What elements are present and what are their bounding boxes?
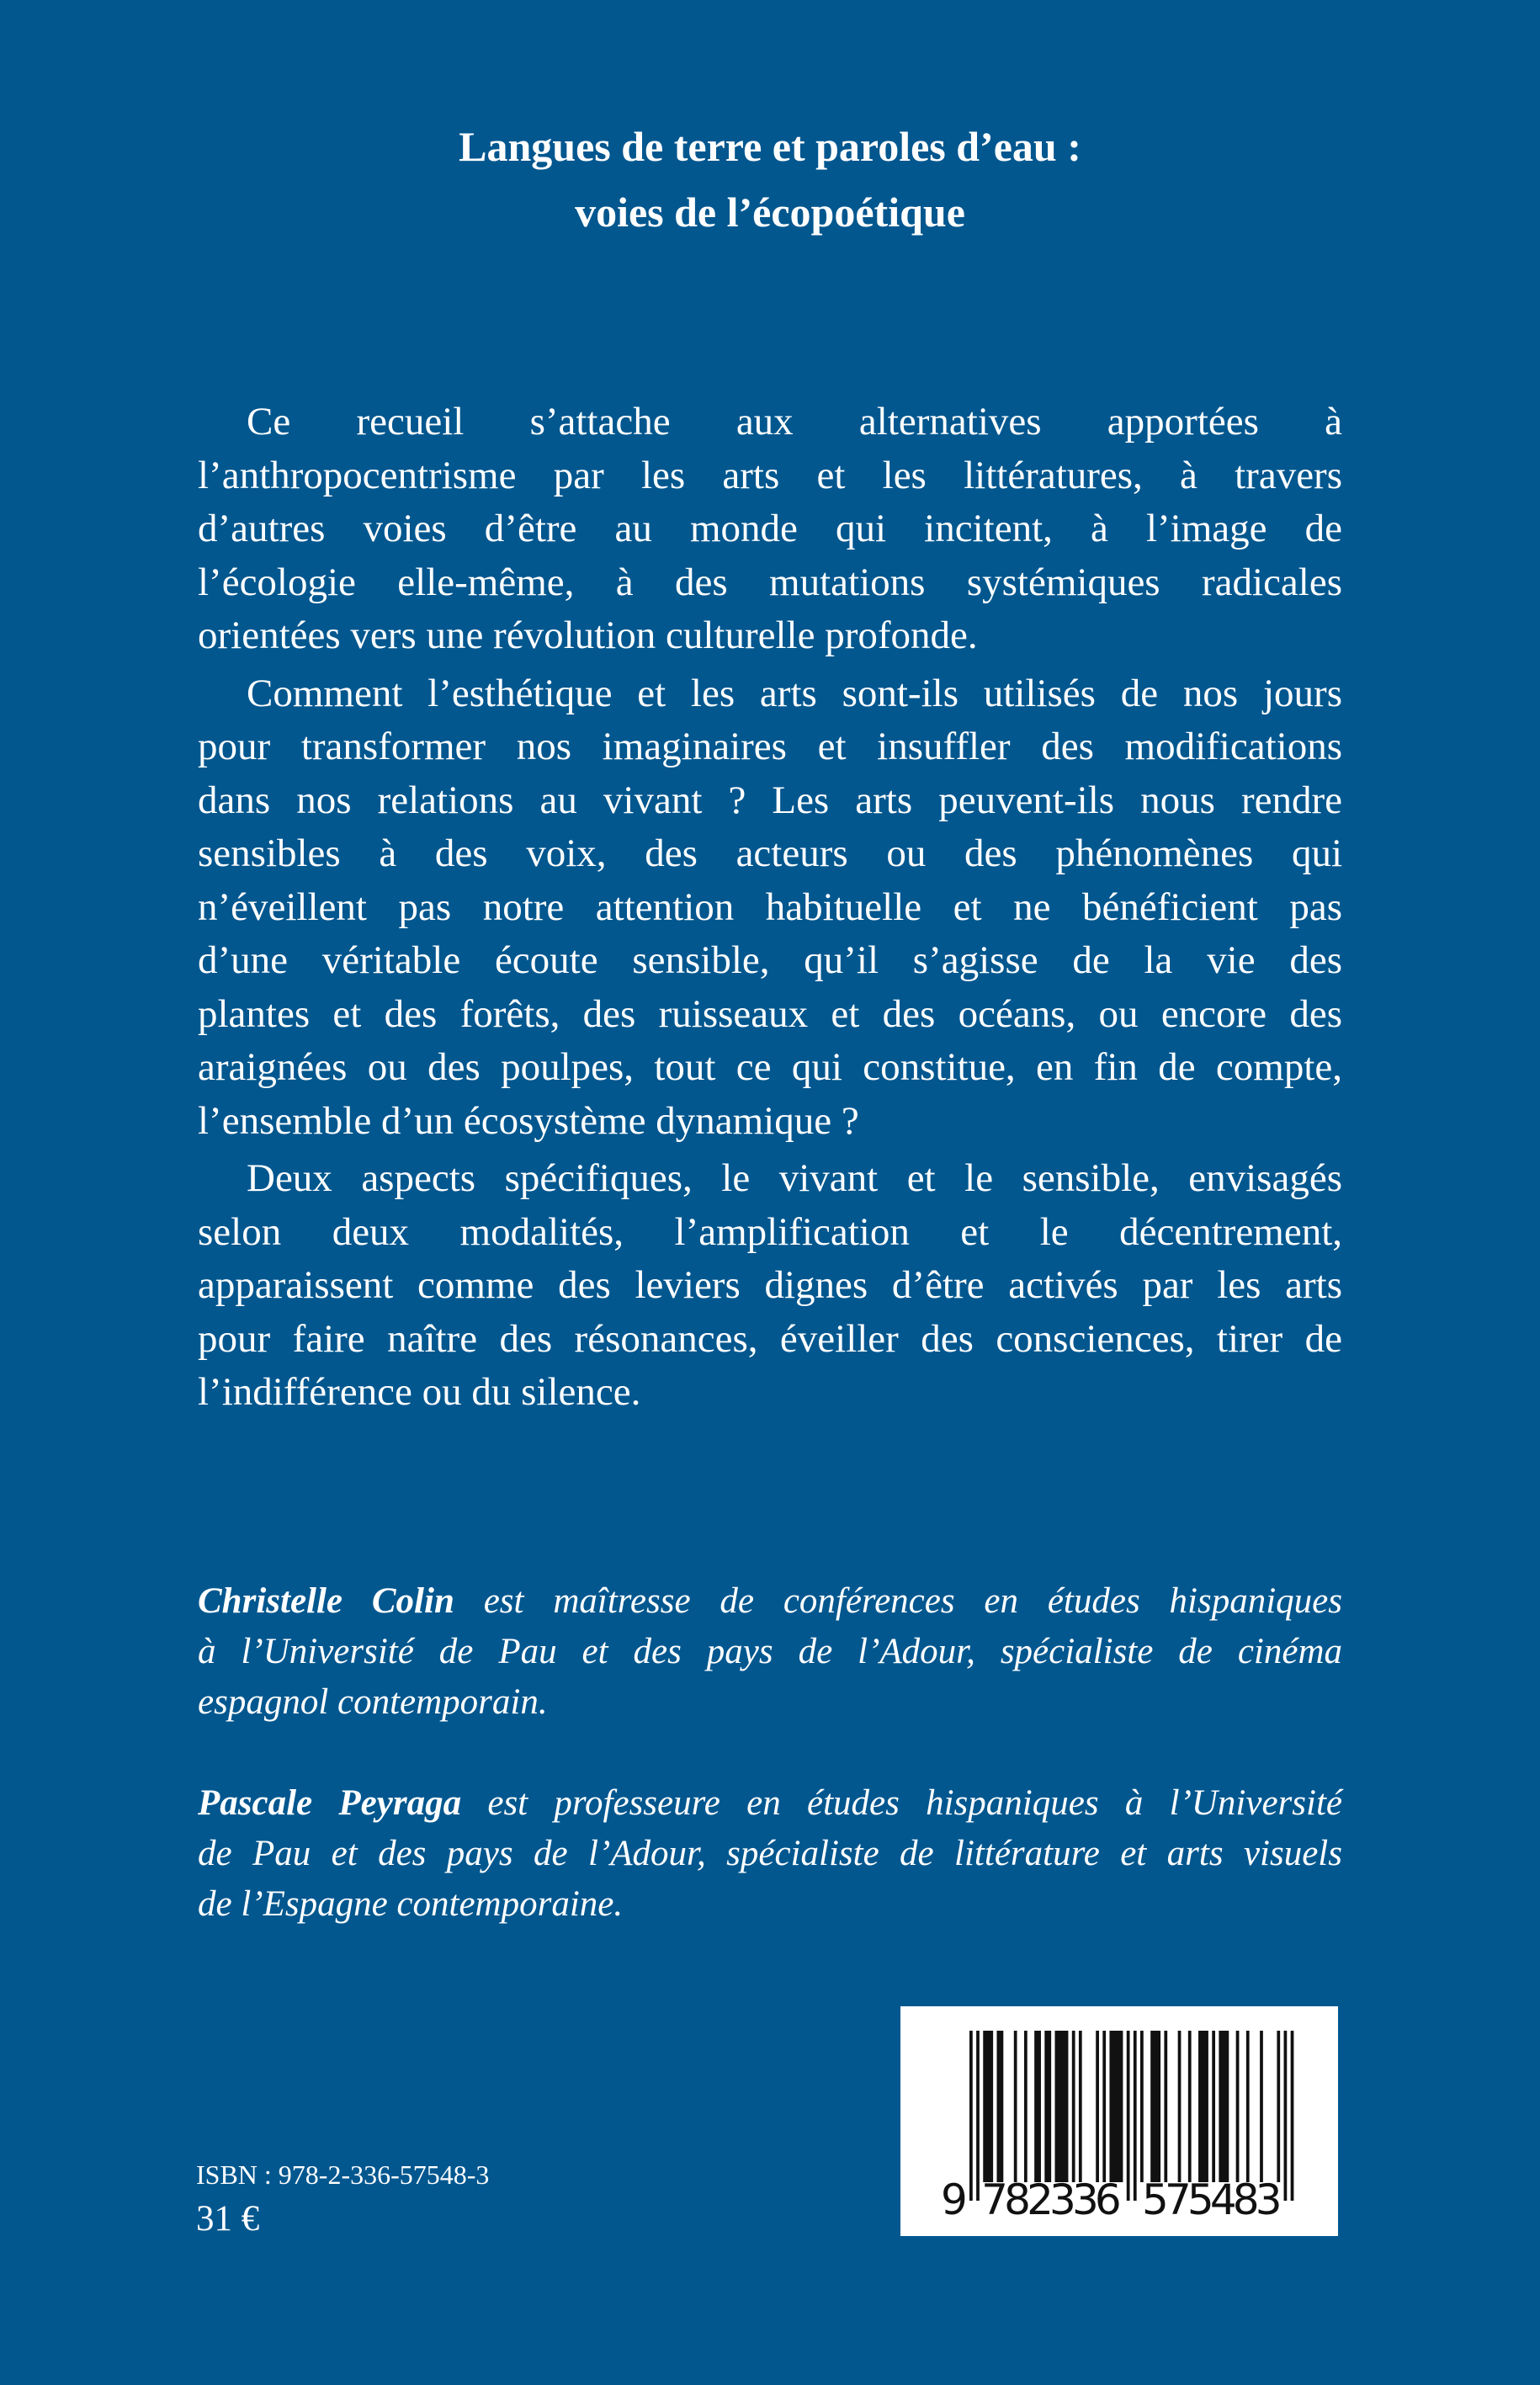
barcode-bar	[1034, 2031, 1041, 2182]
paragraph-line: araignées ou des poulpes, tout ce qui constitue, en fin de compte,	[198, 1045, 1342, 1089]
barcode-bar	[1096, 2031, 1099, 2182]
bio-text: est professeure en études hispaniques à l’Université	[461, 1783, 1343, 1823]
bio-text: est maîtresse de conférences en études hispaniques	[454, 1581, 1342, 1621]
bio-text: à l’Université de Pau et des pays de l’Adour, spécialiste de cinéma	[198, 1632, 1342, 1671]
barcode-guard-bar	[976, 2031, 980, 2201]
barcode-bar	[1178, 2031, 1182, 2182]
paragraph-line: Comment l’esthétique et les arts sont-ils utilisés de nos jours	[247, 671, 1342, 715]
barcode-bar	[1140, 2031, 1144, 2182]
barcode-bar	[1014, 2031, 1017, 2182]
price: 31 €	[196, 2199, 260, 2239]
paragraph-line: l’ensemble d’un écosystème dynamique ?	[198, 1098, 859, 1143]
paragraph-line: plantes et des forêts, des ruisseaux et des océans, ou encore des	[198, 991, 1342, 1036]
blurb	[198, 396, 1342, 1424]
paragraph-line: Ce recueil s’attache aux alternatives apportées à	[247, 400, 1342, 444]
barcode-bar	[1024, 2031, 1028, 2182]
paragraph-line: orientées vers une révolution culturelle profonde.	[198, 614, 978, 657]
barcode-bar	[1246, 2031, 1250, 2182]
paragraph-line: n’éveillent pas notre attention habituelle et ne bénéficient pas	[198, 884, 1342, 929]
author-bio-2	[198, 1778, 1342, 1930]
barcode-bar	[1109, 2031, 1123, 2182]
paragraph-line: apparaissent comme des leviers dignes d’être activés par les arts	[198, 1263, 1342, 1307]
author-bio-1	[198, 1576, 1342, 1728]
author-name: Christelle Colin	[198, 1581, 454, 1621]
barcode-bar	[1277, 2031, 1280, 2182]
bio-text: de l’Espagne contemporaine.	[198, 1884, 624, 1924]
barcode-bar	[1212, 2031, 1215, 2182]
paragraph-line: d’une véritable écoute sensible, qu’il s’agisse de la vie des	[198, 938, 1342, 982]
book-title-line-2: voies de l’écopoétique	[575, 189, 965, 236]
paragraph	[198, 1152, 1342, 1420]
paragraph-line: l’indifférence ou du silence.	[198, 1370, 641, 1414]
paragraph-line: Deux aspects spécifiques, le vivant et le sensible, envisagés	[247, 1156, 1342, 1200]
author-name: Pascale Peyraga	[198, 1783, 462, 1823]
paragraph	[198, 396, 1342, 663]
paragraph-line: l’écologie elle-même, à des mutations systémiques radicales	[198, 560, 1342, 604]
barcode-guard-bar	[1134, 2031, 1137, 2201]
paragraph-line: d’autres voies d’être au monde qui incitent, à l’image de	[198, 507, 1342, 550]
barcode-graphic	[900, 2006, 1338, 2236]
book-title-line-1: Langues de terre et paroles d’eau :	[459, 123, 1081, 170]
paragraph-line: pour transformer nos imaginaires et insuffler des modifications	[198, 725, 1342, 768]
barcode-bar	[1260, 2031, 1263, 2182]
paragraph-line: pour faire naître des résonances, éveiller des consciences, tirer de	[198, 1316, 1342, 1361]
barcode-bar	[996, 2031, 1003, 2182]
barcode-bar	[983, 2031, 993, 2182]
barcode-bar	[1188, 2031, 1192, 2182]
barcode-bar	[1072, 2031, 1075, 2182]
barcode-bar	[1236, 2031, 1240, 2182]
barcode-digits: 782336	[981, 2175, 1122, 2224]
barcode-bar	[1102, 2031, 1106, 2182]
barcode	[900, 2006, 1338, 2236]
barcode-digits: 9	[941, 2175, 968, 2224]
barcode-digits: 575483	[1142, 2175, 1282, 2224]
paragraph-line: sensibles à des voix, des acteurs ou des phénomènes qui	[198, 831, 1342, 875]
bio-text: de Pau et des pays de l’Adour, spécialiste de littérature et arts visuels	[198, 1834, 1342, 1873]
paragraph-line: l’anthropocentrisme par les arts et les littératures, à travers	[198, 453, 1342, 497]
barcode-bar	[1150, 2031, 1160, 2182]
barcode-guard-bar	[1291, 2031, 1294, 2201]
isbn: ISBN : 978-2-336-57548-3	[196, 2159, 490, 2190]
barcode-guard-bar	[1284, 2031, 1288, 2201]
paragraph-line: selon deux modalités, l’amplification et le décentrement,	[198, 1209, 1342, 1254]
barcode-bar	[1055, 2031, 1069, 2182]
barcode-bar	[1164, 2031, 1167, 2182]
bio-text: espagnol contemporain.	[198, 1682, 548, 1722]
barcode-guard-bar	[1127, 2031, 1130, 2201]
barcode-bar	[1198, 2031, 1208, 2182]
barcode-guard-bar	[969, 2031, 973, 2201]
barcode-bar	[1044, 2031, 1051, 2182]
paragraph-line: dans nos relations au vivant ? Les arts peuvent-ils nous rendre	[198, 778, 1342, 822]
paragraph	[198, 667, 1342, 1149]
barcode-bar	[1079, 2031, 1082, 2182]
barcode-bar	[1219, 2031, 1229, 2182]
